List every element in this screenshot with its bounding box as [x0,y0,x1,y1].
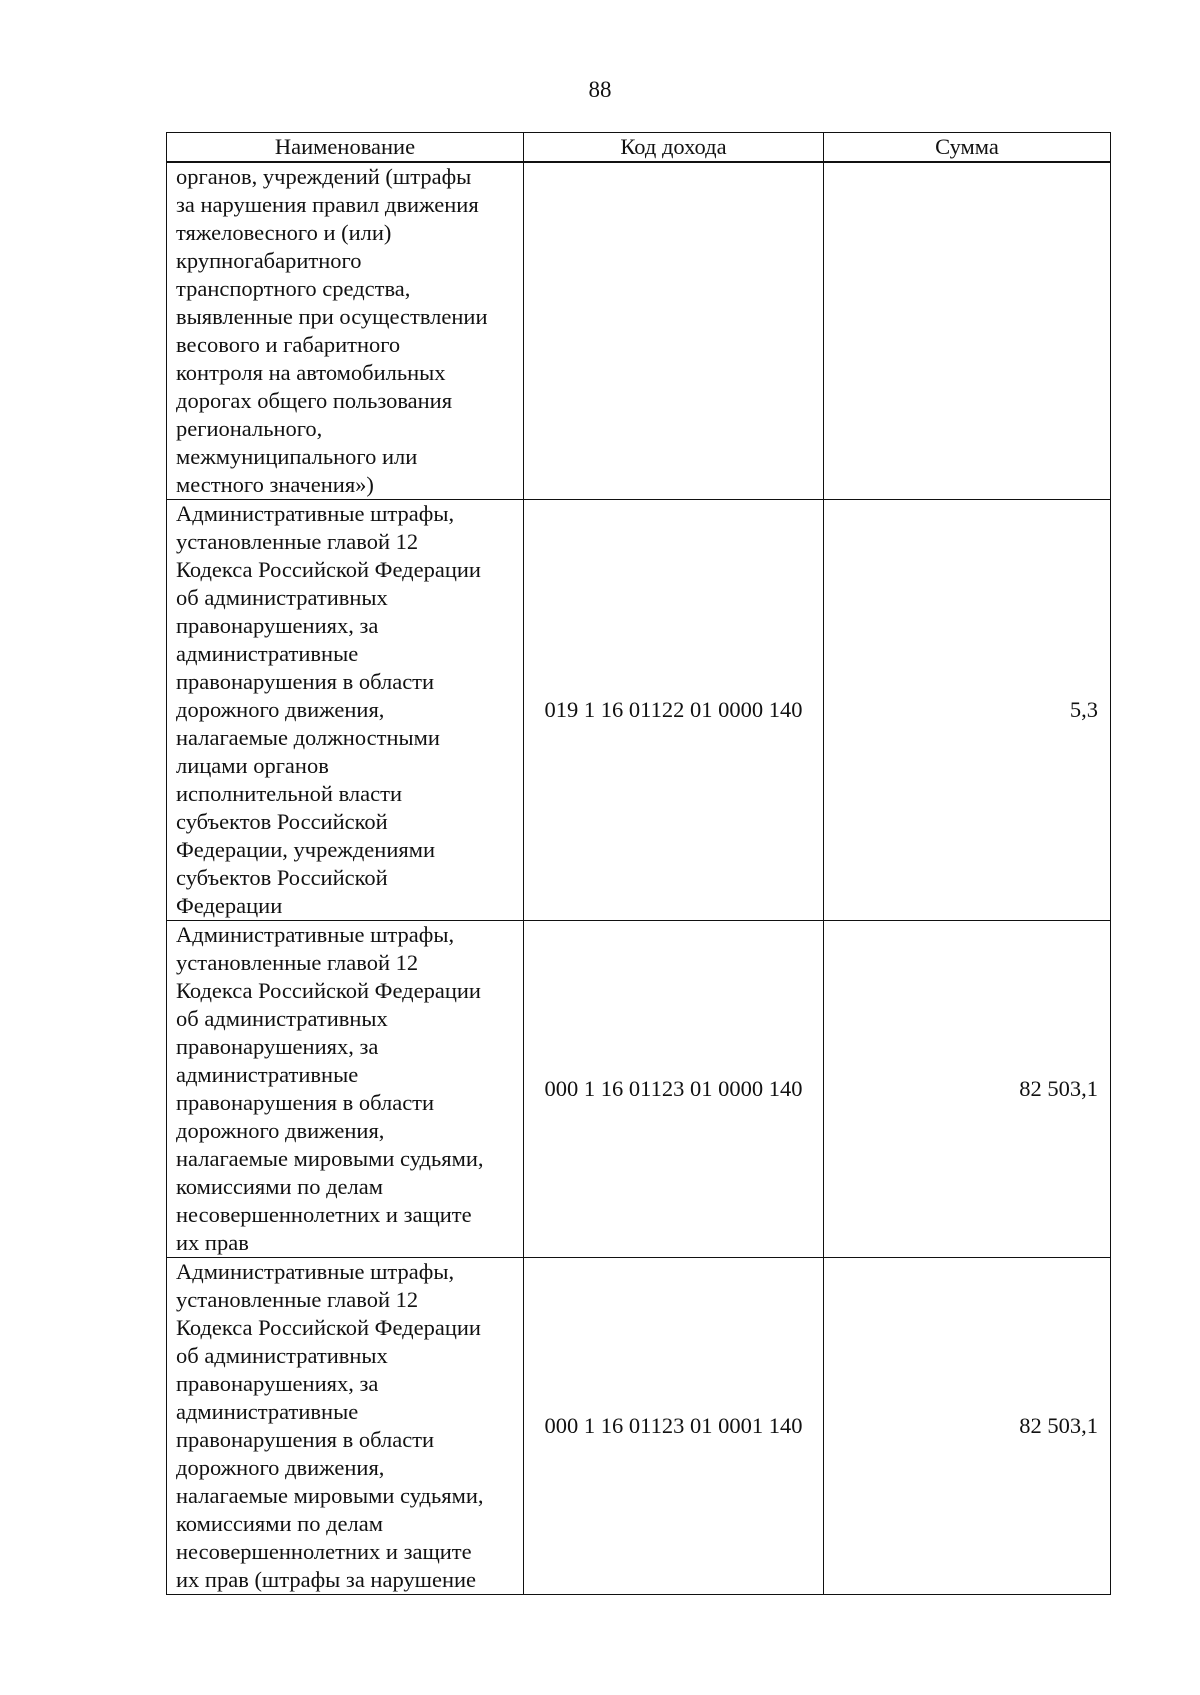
name-line: правонарушениях, за [176,1034,379,1059]
name-line: их прав (штрафы за нарушение [176,1567,477,1592]
name-line: органов, учреждений (штрафы [176,164,472,189]
table-row [167,162,1111,500]
cell-name [167,1258,524,1595]
name-line: за нарушения правил движения [176,192,479,217]
cell-name [167,162,524,500]
cell-code: 019 1 16 01122 01 0000 140 [524,500,824,921]
name-line: дорогах общего пользования [176,388,453,413]
name-line: регионального, [176,416,323,441]
name-line: установленные главой 12 [176,529,419,554]
cell-amount: 5,3 [824,500,1111,921]
table-row [167,921,1111,1258]
name-line: комиссиями по делам [176,1174,383,1199]
name-line: правонарушениях, за [176,1371,379,1396]
name-line: административные [176,1062,359,1087]
name-line: лицами органов [176,753,329,778]
name-line: правонарушения в области [176,1090,435,1115]
name-line: правонарушения в области [176,1427,435,1452]
name-line: Федерации [176,893,283,918]
name-line: субъектов Российской [176,809,388,834]
name-line: налагаемые мировыми судьями, [176,1146,484,1171]
cell-name [167,921,524,1258]
cell-name [167,500,524,921]
name-line: административные [176,1399,359,1424]
table-row [167,1258,1111,1595]
cell-amount [824,162,1111,500]
name-line: весового и габаритного [176,332,401,357]
table-header-row [167,133,1111,163]
cell-code: 000 1 16 01123 01 0000 140 [524,921,824,1258]
name-line: Кодекса Российской Федерации [176,557,481,582]
name-line: крупногабаритного [176,248,362,273]
name-line: об административных [176,1343,388,1368]
name-line: налагаемые мировыми судьями, [176,1483,484,1508]
name-line: несовершеннолетних и защите [176,1202,472,1227]
name-line: исполнительной власти [176,781,402,806]
cell-code: 000 1 16 01123 01 0001 140 [524,1258,824,1595]
name-line: Кодекса Российской Федерации [176,1315,481,1340]
name-line: Федерации, учреждениями [176,837,436,862]
name-line: субъектов Российской [176,865,388,890]
name-line: местного значения») [176,472,374,497]
name-line: дорожного движения, [176,1118,385,1143]
name-line: Кодекса Российской Федерации [176,978,481,1003]
name-line: установленные главой 12 [176,1287,419,1312]
name-line: дорожного движения, [176,697,385,722]
name-line: Административные штрафы, [176,1259,455,1284]
name-line: Административные штрафы, [176,922,455,947]
column-header-amount: Сумма [824,133,1111,163]
cell-code [524,162,824,500]
name-line: выявленные при осуществлении [176,304,488,329]
name-line: тяжеловесного и (или) [176,220,392,245]
name-line: административные [176,641,359,666]
name-line: несовершеннолетних и защите [176,1539,472,1564]
name-line: установленные главой 12 [176,950,419,975]
name-line: контроля на автомобильных [176,360,446,385]
name-line: правонарушения в области [176,669,435,694]
name-line: правонарушениях, за [176,613,379,638]
revenue-table [166,132,1111,1595]
name-line: транспортного средства, [176,276,411,301]
page-number: 88 [588,77,612,102]
name-line: комиссиями по делам [176,1511,383,1536]
column-header-name: Наименование [167,133,524,163]
cell-amount: 82 503,1 [824,1258,1111,1595]
name-line: об административных [176,1006,388,1031]
table-body [167,162,1111,1595]
table-row [167,500,1111,921]
cell-amount: 82 503,1 [824,921,1111,1258]
name-line: дорожного движения, [176,1455,385,1480]
name-line: Административные штрафы, [176,501,455,526]
name-line: об административных [176,585,388,610]
name-line: межмуниципального или [176,444,418,469]
name-line: их прав [176,1230,249,1255]
name-line: налагаемые должностными [176,725,440,750]
column-header-code: Код дохода [524,133,824,163]
